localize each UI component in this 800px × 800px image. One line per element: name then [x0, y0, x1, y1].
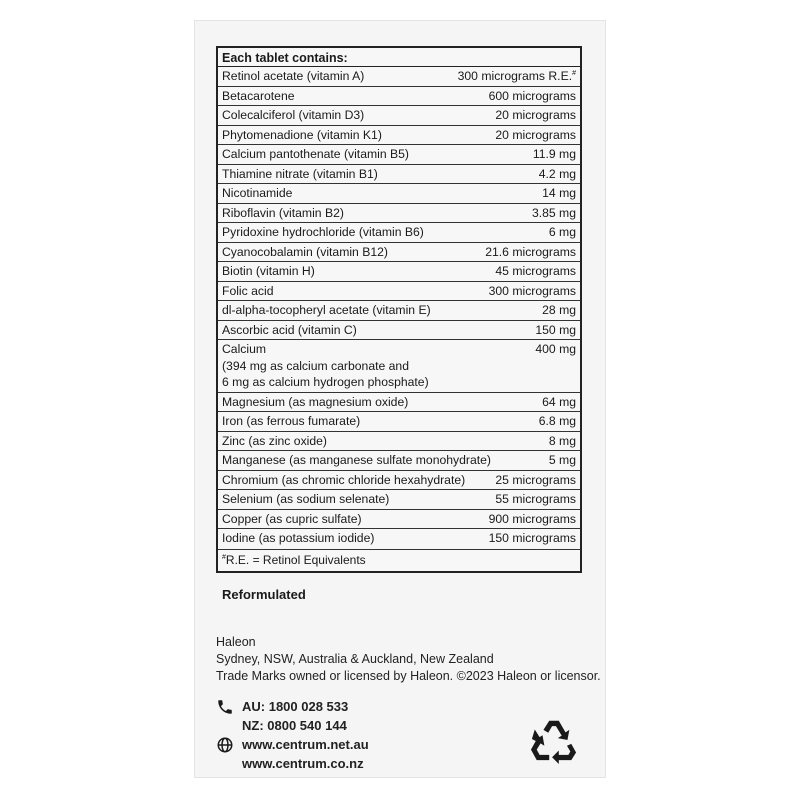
nutrient-amount	[549, 433, 576, 450]
amount-value: 45 micrograms	[495, 264, 576, 278]
table-body	[218, 67, 580, 549]
nutrition-table	[216, 46, 582, 573]
nutrient-amount	[495, 472, 576, 489]
table-row	[218, 412, 580, 432]
nutrient-amount	[539, 166, 576, 183]
amount-value: 14 mg	[542, 186, 576, 200]
amount-value: 400 mg	[535, 342, 576, 356]
amount-value: 64 mg	[542, 394, 576, 409]
table-row	[218, 471, 580, 491]
amount-value: 55 micrograms	[495, 492, 576, 506]
nutrient-name: Iron (as ferrous fumarate)	[222, 414, 361, 428]
amount-value: 150 mg	[535, 322, 576, 337]
recycle-icon	[530, 716, 578, 764]
table-row	[218, 145, 580, 165]
nutrient-name: Copper (as cupric sulfate)	[222, 511, 362, 526]
contact-info	[216, 697, 369, 773]
nutrient-name: Ascorbic acid (vitamin C)	[222, 322, 357, 337]
nutrient-name: Betacarotene	[222, 88, 295, 103]
nutrient-amount	[495, 127, 576, 144]
web-au-row	[216, 735, 369, 754]
nutrient-amount	[458, 68, 576, 85]
amount-value: 25 micrograms	[495, 472, 576, 487]
nutrient-amount	[485, 244, 576, 261]
footnote-marker: #	[572, 69, 576, 77]
company-name: Haleon	[216, 635, 256, 649]
nutrient-amount	[489, 530, 576, 547]
website-nz[interactable]: www.centrum.co.nz	[242, 756, 364, 771]
nutrient-name: Zinc (as zinc oxide)	[222, 433, 327, 448]
amount-value: 8 mg	[548, 433, 576, 448]
amount-value: 21.6 micrograms	[485, 244, 576, 259]
nutrient-amount	[495, 491, 576, 508]
reformulated-label: Reformulated	[222, 587, 306, 602]
footnote-mark: #	[222, 553, 226, 561]
table-row	[218, 393, 580, 413]
nutrient-amount	[542, 394, 576, 411]
nutrient-amount	[489, 88, 576, 105]
nutrient-amount	[549, 452, 576, 469]
nutrient-amount	[533, 146, 576, 163]
table-row	[218, 67, 580, 87]
website-au[interactable]: www.centrum.net.au	[242, 737, 369, 752]
table-row	[218, 204, 580, 224]
nutrient-amount	[489, 283, 576, 300]
table-row	[218, 87, 580, 107]
nutrient-name: Cyanocobalamin (vitamin B12)	[222, 244, 388, 259]
table-row	[218, 282, 580, 302]
nutrient-amount	[549, 224, 576, 241]
table-row	[218, 321, 580, 341]
nutrient-amount	[542, 302, 576, 319]
table-row	[218, 184, 580, 204]
nutrient-name: Folic acid	[222, 283, 274, 298]
amount-value: 150 micrograms	[488, 531, 576, 545]
nutrient-name: Biotin (vitamin H)	[222, 264, 315, 278]
nutrient-amount	[495, 107, 576, 124]
phone-au-row	[216, 697, 369, 716]
nutrient-name: Chromium (as chromic chloride hexahydrate)	[222, 472, 466, 487]
table-row	[218, 262, 580, 282]
nutrient-name: dl-alpha-tocopheryl acetate (vitamin E)	[222, 303, 431, 317]
nutrient-name: Calcium pantothenate (vitamin B5)	[222, 147, 409, 161]
trademark-notice: Trade Marks owned or licensed by Haleon. ©2023 Haleon or licensor.	[216, 669, 601, 683]
phone-nz-row	[216, 716, 369, 735]
company-address: Sydney, NSW, Australia & Auckland, New Zealand	[216, 652, 494, 666]
amount-value: 5 mg	[548, 453, 576, 467]
globe-icon	[216, 736, 234, 754]
nutrient-amount	[539, 413, 576, 430]
table-row	[218, 340, 580, 393]
table-row	[218, 301, 580, 321]
table-row	[218, 243, 580, 263]
amount-value: 600 micrograms	[488, 88, 576, 103]
table-row	[218, 432, 580, 452]
nutrient-name: Thiamine nitrate (vitamin B1)	[222, 166, 378, 181]
amount-value: 300 micrograms R.E.	[457, 69, 573, 83]
table-row	[218, 451, 580, 471]
amount-value: 900 micrograms	[488, 511, 576, 526]
table-row	[218, 106, 580, 126]
nutrient-name: Manganese (as manganese sulfate monohydrate)	[222, 453, 491, 467]
nutrient-name: Calcium (394 mg as calcium carbonate and 6 mg as calcium hydrogen phosphate)	[222, 342, 429, 389]
footnote-text: R.E. = Retinol Equivalents	[225, 552, 366, 567]
table-header: Each tablet contains:	[218, 48, 580, 67]
nutrient-name: Phytomenadione (vitamin K1)	[222, 127, 382, 142]
amount-value: 6.8 mg	[538, 414, 576, 428]
nutrient-name: Pyridoxine hydrochloride (vitamin B6)	[222, 225, 424, 239]
nutrient-name: Riboflavin (vitamin B2)	[222, 205, 344, 220]
web-nz-row	[216, 754, 369, 773]
amount-value: 3.85 mg	[531, 205, 576, 220]
nutrient-amount	[495, 263, 576, 280]
table-row	[218, 223, 580, 243]
nutrient-amount	[489, 511, 576, 528]
amount-value: 6 mg	[548, 225, 576, 239]
table-row	[218, 529, 580, 549]
nutrient-amount	[532, 205, 576, 222]
nutrient-name: Nicotinamide	[222, 186, 293, 200]
phone-nz[interactable]: NZ: 0800 540 144	[242, 718, 347, 733]
nutrient-amount	[542, 185, 576, 202]
table-row	[218, 126, 580, 146]
table-row	[218, 510, 580, 530]
amount-value: 300 micrograms	[488, 283, 576, 298]
amount-value: 20 micrograms	[495, 127, 576, 142]
nutrient-amount	[535, 322, 576, 339]
nutrient-amount	[535, 341, 576, 358]
amount-value: 28 mg	[542, 303, 576, 317]
table-footnote	[218, 549, 580, 571]
nutrient-name: Selenium (as sodium selenate)	[222, 492, 390, 506]
nutrient-name: Retinol acetate (vitamin A)	[222, 69, 365, 83]
phone-icon	[216, 698, 234, 716]
nutrient-name: Iodine (as potassium iodide)	[222, 531, 375, 545]
amount-value: 4.2 mg	[538, 166, 576, 181]
phone-au[interactable]: AU: 1800 028 533	[242, 699, 349, 714]
nutrient-name: Colecalciferol (vitamin D3)	[222, 108, 365, 122]
amount-value: 11.9 mg	[532, 147, 576, 161]
company-info	[216, 634, 601, 685]
table-row	[218, 165, 580, 185]
table-row	[218, 490, 580, 510]
nutrient-name: Magnesium (as magnesium oxide)	[222, 394, 409, 409]
amount-value: 20 micrograms	[495, 108, 576, 122]
